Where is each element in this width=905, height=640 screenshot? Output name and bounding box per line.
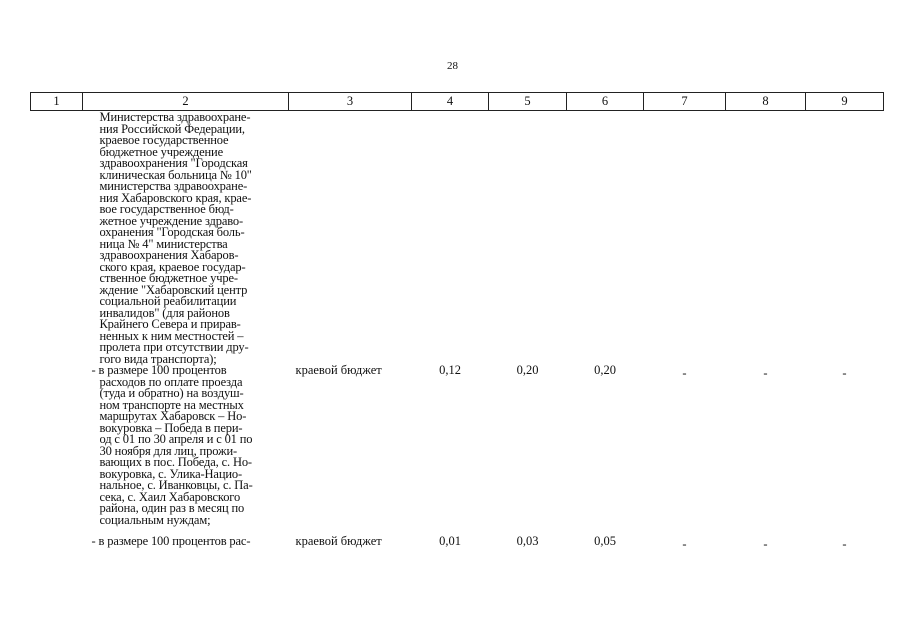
text-line: ственное бюджетное учре- <box>99 271 238 285</box>
text-line: ния Российской Федерации, <box>99 121 245 136</box>
description-cell <box>83 536 289 551</box>
text-line: министерства здравоохране- <box>99 179 248 193</box>
text-line: вокуровка, с. Улика-Нацио- <box>99 466 243 481</box>
value-cell <box>644 536 726 551</box>
text-line: вое государственное бюд- <box>99 202 234 216</box>
empty-cell <box>806 111 884 366</box>
table-header-row <box>31 93 884 111</box>
header-col-8: 8 <box>726 93 806 111</box>
funding-source: краевой бюджет <box>295 534 382 548</box>
description-text <box>83 111 289 365</box>
description-cell <box>83 365 289 526</box>
text-line: гого вида транспорта); <box>99 351 217 366</box>
header-col-3: 3 <box>289 93 412 111</box>
page-number: 28 <box>447 60 458 72</box>
text-line: здравоохранения "Городская <box>99 156 248 170</box>
text-line: пролета при отсутствии дру- <box>99 340 249 354</box>
text-line: сека, с. Хаил Хабаровского <box>99 489 241 504</box>
row-number-cell <box>31 111 83 366</box>
funding-source: краевой бюджет <box>295 363 382 377</box>
text-line: охранения "Городская боль- <box>99 225 245 239</box>
text-line: здравоохранения Хабаров- <box>99 248 239 262</box>
empty-cell <box>644 111 726 366</box>
description-text <box>83 365 289 526</box>
text-line: (туда и обратно) на воздуш- <box>99 386 244 400</box>
value-col-4: 0,01 <box>439 534 461 548</box>
value-col-6: 0,05 <box>594 534 616 548</box>
text-line: ния Хабаровского края, крае- <box>99 190 252 205</box>
text-line: вающих в пос. Победа, с. Но- <box>99 455 252 469</box>
empty-cell <box>412 111 489 366</box>
value-col-6: 0,20 <box>594 363 616 377</box>
text-line: Министерства здравоохране- <box>99 110 251 124</box>
text-line: вокуровка – Победа в пери- <box>99 420 243 435</box>
value-col-5: 0,03 <box>516 534 539 548</box>
table-row <box>31 111 884 366</box>
value-cell <box>644 365 726 526</box>
text-line: социальной реабилитации <box>99 294 237 308</box>
value-cell <box>412 536 489 551</box>
text-line: бюджетное учреждение <box>99 144 223 159</box>
empty-cell <box>489 111 567 366</box>
text-line: социальным нуждам; <box>99 512 211 527</box>
value-cell <box>412 365 489 526</box>
text-line: ского края, краевое государ- <box>99 259 246 274</box>
spacer-cell <box>644 526 726 536</box>
header-col-9: 9 <box>806 93 884 111</box>
text-line: ждение "Хабаровский центр <box>99 282 248 297</box>
budget-table <box>30 92 884 551</box>
text-line: инвалидов" (для районов <box>99 305 230 320</box>
text-line: 30 ноября для лиц, прожи- <box>99 443 238 458</box>
header-col-5: 5 <box>489 93 567 111</box>
text-line: района, один раз в месяц по <box>99 501 245 515</box>
text-line: Крайнего Севера и прирав- <box>99 317 241 331</box>
text-line: жетное учреждение здраво- <box>99 213 244 228</box>
text-line: краевое государственное <box>99 133 229 147</box>
value-col-7: - <box>682 537 687 551</box>
text-line: ница № 4" министерства <box>99 236 228 251</box>
row-number-cell <box>31 365 83 526</box>
text-line: ненных к ним местностей – <box>99 328 244 343</box>
funding-source-cell <box>289 365 412 526</box>
text-line: расходов по оплате проезда <box>99 374 243 389</box>
value-cell <box>567 365 644 526</box>
value-col-4: 0,12 <box>439 363 461 377</box>
empty-cell <box>726 111 806 366</box>
value-col-5: 0,20 <box>516 363 539 377</box>
header-col-2: 2 <box>83 93 289 111</box>
funding-source-cell <box>289 536 412 551</box>
value-cell <box>726 365 806 526</box>
value-cell <box>489 536 567 551</box>
text-line: клиническая больница № 10" <box>99 167 252 182</box>
row-number-cell <box>31 536 83 551</box>
value-cell <box>726 536 806 551</box>
text-line: нальное, с. Иванковцы, с. Па- <box>99 478 253 492</box>
description-cell <box>83 111 289 366</box>
value-cell <box>489 365 567 526</box>
value-cell <box>806 536 884 551</box>
text-line: - в размере 100 процентов рас- <box>91 534 251 548</box>
header-col-4: 4 <box>412 93 489 111</box>
empty-cell <box>567 111 644 366</box>
value-col-9: - <box>842 537 847 551</box>
description-text <box>83 536 289 548</box>
text-line: - в размере 100 процентов <box>91 363 227 377</box>
value-col-7: - <box>682 366 687 380</box>
header-col-1: 1 <box>31 93 83 111</box>
empty-cell <box>289 111 412 366</box>
spacer-cell <box>726 526 806 536</box>
text-line: од с 01 по 30 апреля и с 01 по <box>99 432 253 446</box>
text-line: ном транспорте на местных <box>99 397 244 412</box>
table-row <box>31 536 884 551</box>
value-col-8: - <box>763 366 768 380</box>
header-col-7: 7 <box>644 93 726 111</box>
value-col-9: - <box>842 366 847 380</box>
value-cell <box>806 365 884 526</box>
value-cell <box>567 536 644 551</box>
spacer-cell <box>31 526 83 536</box>
table-row <box>31 365 884 526</box>
text-line: маршрутах Хабаровск – Но- <box>99 409 247 423</box>
spacer-cell <box>806 526 884 536</box>
header-col-6: 6 <box>567 93 644 111</box>
value-col-8: - <box>763 537 768 551</box>
